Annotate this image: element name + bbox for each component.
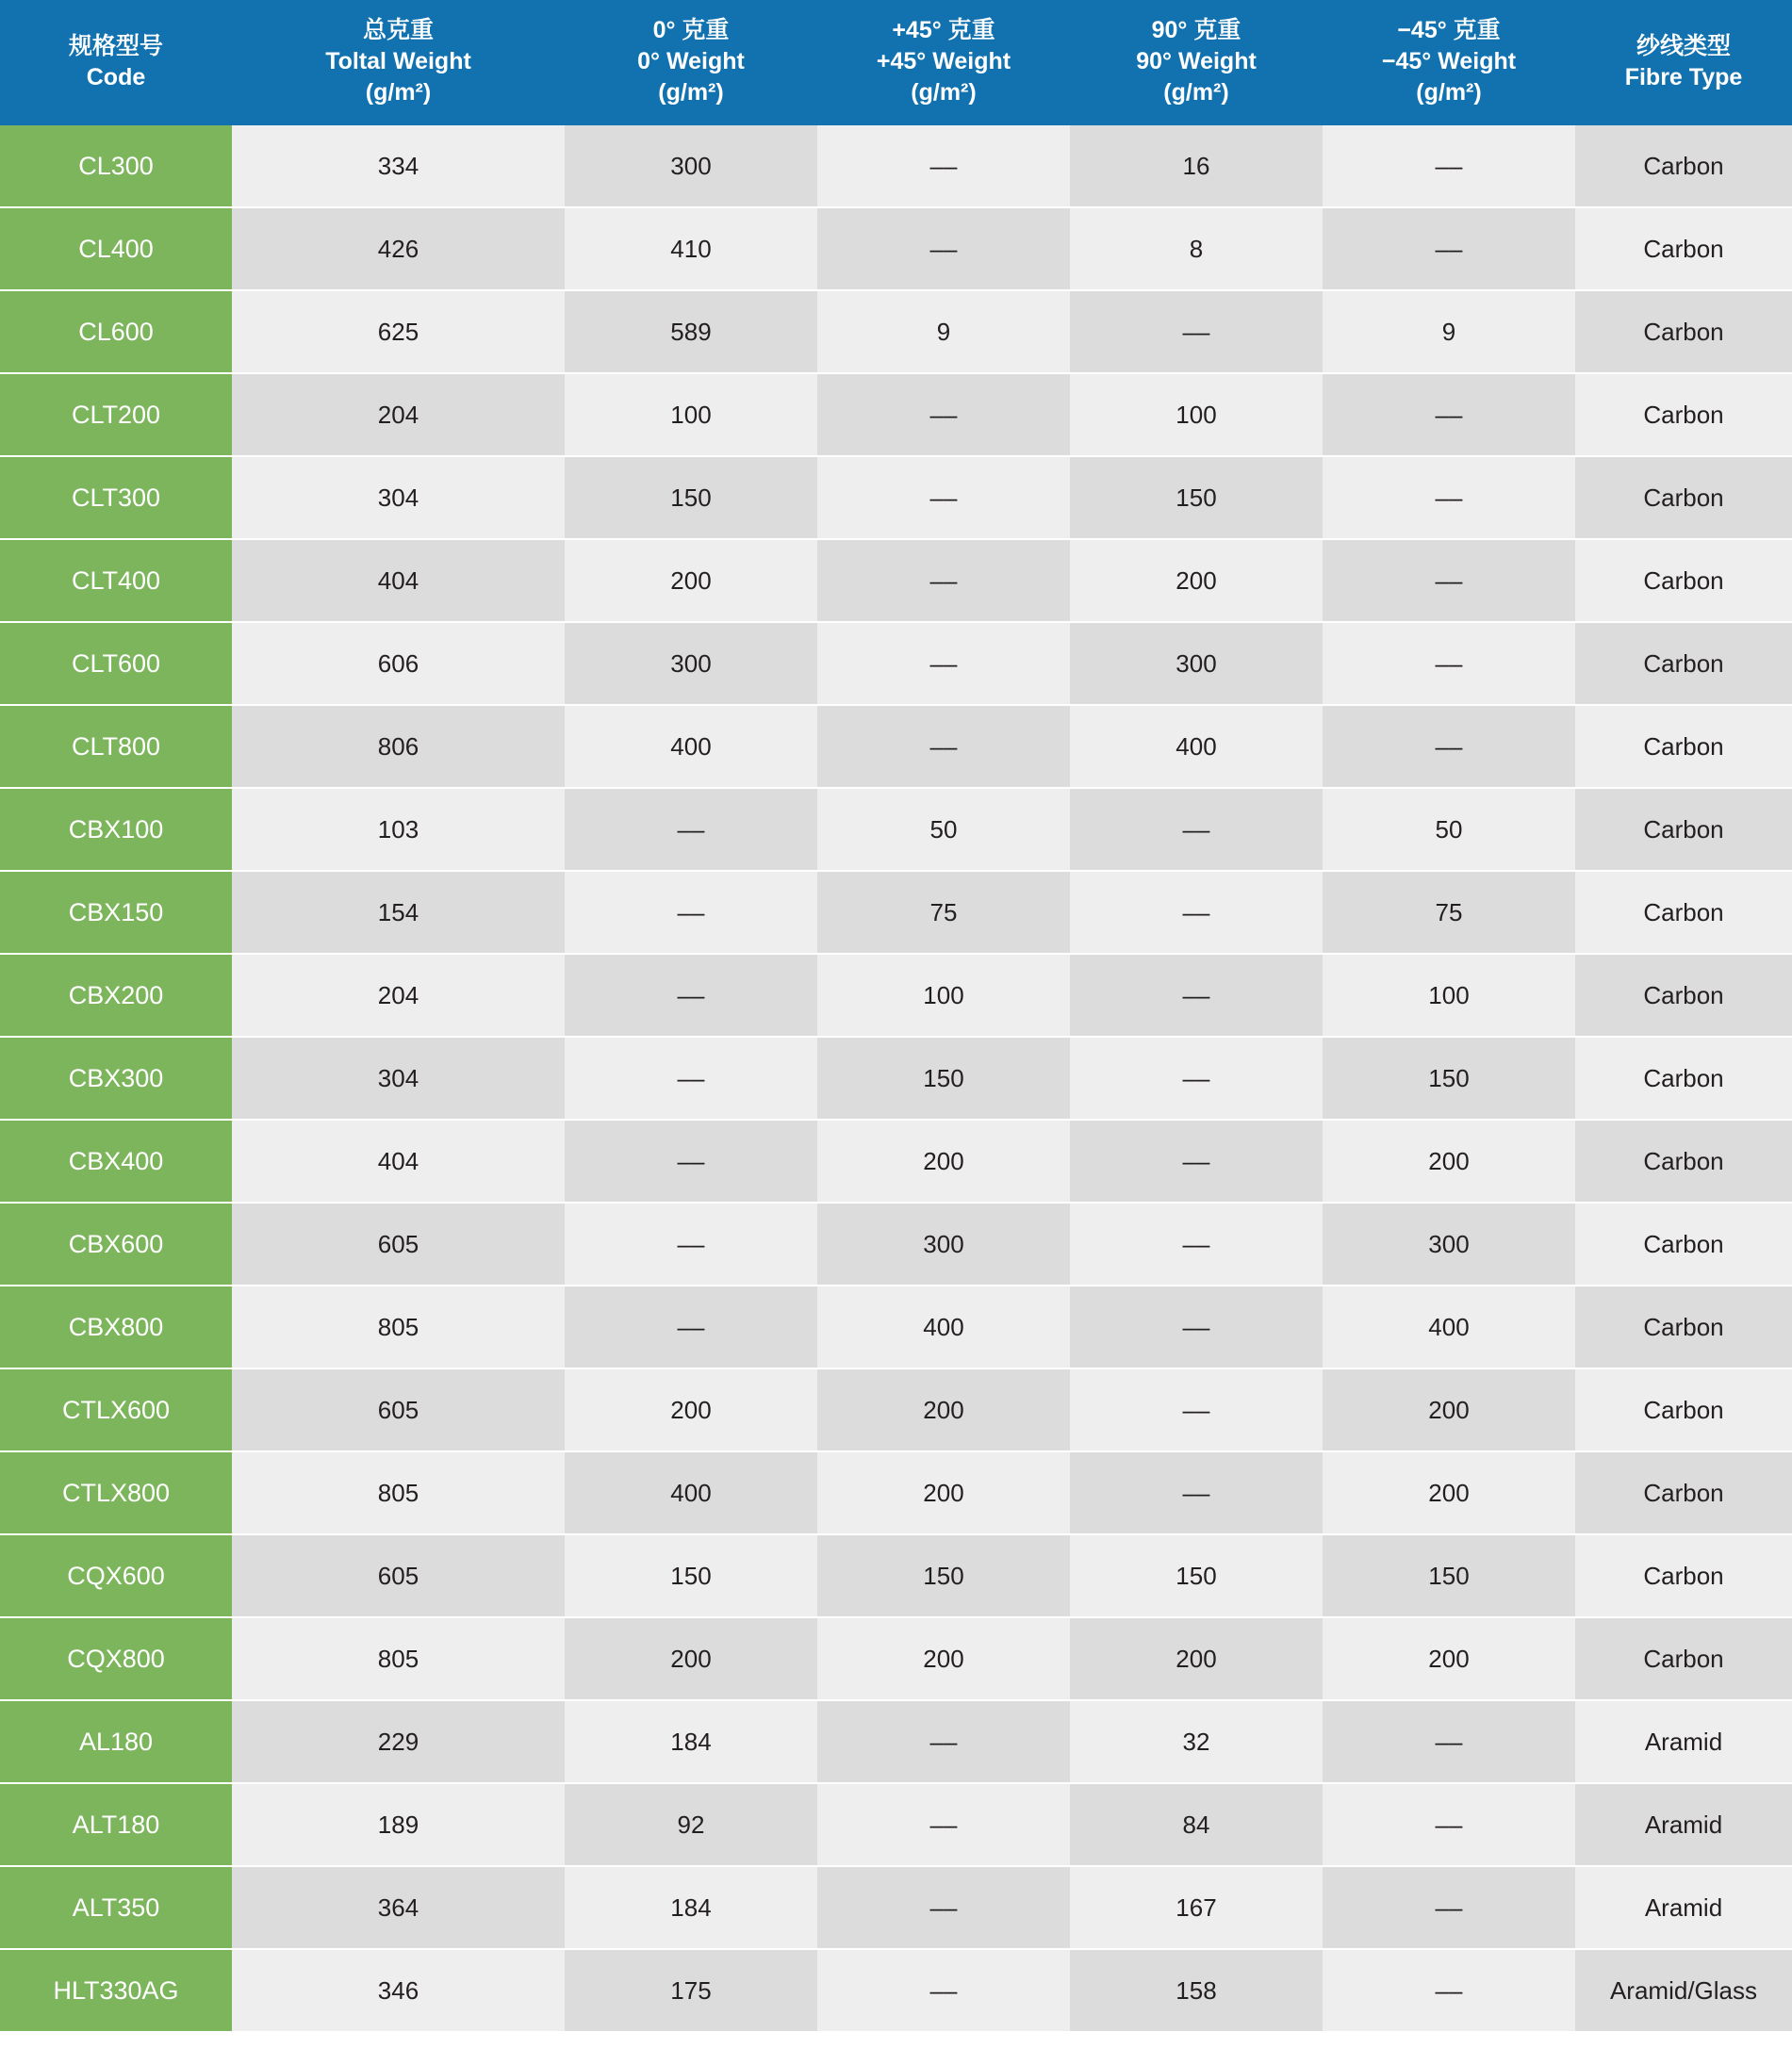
cell-90deg-weight: –– — [1070, 1203, 1323, 1286]
cell-code: CLT600 — [0, 622, 232, 705]
cell-90deg-weight: –– — [1070, 1451, 1323, 1534]
cell-0deg-weight: –– — [565, 1120, 817, 1203]
cell-total-weight: 805 — [232, 1617, 565, 1700]
cell-0deg-weight: –– — [565, 788, 817, 871]
cell-code: CQX600 — [0, 1534, 232, 1617]
cell-0deg-weight: –– — [565, 1286, 817, 1368]
column-header-fibre-type — [1575, 0, 1792, 125]
cell-minus45deg-weight: 200 — [1323, 1368, 1575, 1451]
column-header-code-en: Code — [86, 63, 146, 90]
cell-90deg-weight: –– — [1070, 290, 1323, 373]
cell-0deg-weight: 200 — [565, 1617, 817, 1700]
column-header-0deg-weight-cn: 0° 克重 — [652, 17, 730, 43]
cell-plus45deg-weight: –– — [817, 539, 1070, 622]
cell-total-weight: 426 — [232, 207, 565, 290]
cell-code: ALT180 — [0, 1783, 232, 1866]
column-header-0deg-weight-unit: (g/m²) — [658, 79, 724, 106]
cell-plus45deg-weight: 75 — [817, 871, 1070, 954]
cell-minus45deg-weight: 200 — [1323, 1617, 1575, 1700]
cell-fibre-type: Carbon — [1575, 373, 1792, 456]
cell-plus45deg-weight: 200 — [817, 1368, 1070, 1451]
cell-plus45deg-weight: 150 — [817, 1037, 1070, 1120]
cell-total-weight: 103 — [232, 788, 565, 871]
cell-fibre-type: Carbon — [1575, 705, 1792, 788]
cell-plus45deg-weight: 400 — [817, 1286, 1070, 1368]
cell-total-weight: 605 — [232, 1368, 565, 1451]
cell-code: CBX300 — [0, 1037, 232, 1120]
cell-code: CLT300 — [0, 456, 232, 539]
column-header-total-weight-cn: 总克重 — [362, 17, 434, 43]
cell-90deg-weight: 150 — [1070, 1534, 1323, 1617]
table-row — [0, 1866, 1792, 1949]
cell-total-weight: 404 — [232, 539, 565, 622]
cell-90deg-weight: –– — [1070, 1368, 1323, 1451]
cell-plus45deg-weight: 200 — [817, 1120, 1070, 1203]
cell-plus45deg-weight: –– — [817, 125, 1070, 207]
cell-plus45deg-weight: –– — [817, 1783, 1070, 1866]
cell-90deg-weight: 84 — [1070, 1783, 1323, 1866]
cell-plus45deg-weight: –– — [817, 373, 1070, 456]
cell-total-weight: 364 — [232, 1866, 565, 1949]
cell-minus45deg-weight: 50 — [1323, 788, 1575, 871]
cell-fibre-type: Carbon — [1575, 456, 1792, 539]
table-row — [0, 705, 1792, 788]
table-row — [0, 1037, 1792, 1120]
table-header-row — [0, 0, 1792, 125]
table-row — [0, 622, 1792, 705]
table-row — [0, 1286, 1792, 1368]
cell-plus45deg-weight: –– — [817, 1866, 1070, 1949]
cell-code: ALT350 — [0, 1866, 232, 1949]
cell-90deg-weight: –– — [1070, 1037, 1323, 1120]
cell-minus45deg-weight: –– — [1323, 1783, 1575, 1866]
cell-total-weight: 404 — [232, 1120, 565, 1203]
cell-code: CL400 — [0, 207, 232, 290]
cell-code: CBX600 — [0, 1203, 232, 1286]
cell-code: CQX800 — [0, 1617, 232, 1700]
cell-code: CL300 — [0, 125, 232, 207]
column-header-90deg-weight-en: 90° Weight — [1136, 48, 1257, 74]
cell-plus45deg-weight: –– — [817, 622, 1070, 705]
cell-plus45deg-weight: –– — [817, 207, 1070, 290]
table-row — [0, 1368, 1792, 1451]
table-row — [0, 1783, 1792, 1866]
cell-code: CTLX800 — [0, 1451, 232, 1534]
column-header-total-weight-en: Toltal Weight — [325, 48, 471, 74]
cell-0deg-weight: 184 — [565, 1866, 817, 1949]
cell-fibre-type: Carbon — [1575, 1037, 1792, 1120]
column-header-minus45deg-weight-cn: −45° 克重 — [1397, 17, 1501, 43]
table-header — [0, 0, 1792, 125]
cell-plus45deg-weight: –– — [817, 456, 1070, 539]
cell-minus45deg-weight: 200 — [1323, 1451, 1575, 1534]
cell-90deg-weight: 167 — [1070, 1866, 1323, 1949]
cell-minus45deg-weight: –– — [1323, 539, 1575, 622]
cell-total-weight: 334 — [232, 125, 565, 207]
cell-minus45deg-weight: 75 — [1323, 871, 1575, 954]
cell-90deg-weight: 100 — [1070, 373, 1323, 456]
cell-fibre-type: Carbon — [1575, 1286, 1792, 1368]
cell-90deg-weight: –– — [1070, 1120, 1323, 1203]
cell-total-weight: 805 — [232, 1286, 565, 1368]
cell-0deg-weight: 92 — [565, 1783, 817, 1866]
cell-90deg-weight: 200 — [1070, 539, 1323, 622]
cell-code: CBX400 — [0, 1120, 232, 1203]
table-row — [0, 788, 1792, 871]
table-row — [0, 954, 1792, 1037]
cell-total-weight: 806 — [232, 705, 565, 788]
column-header-90deg-weight — [1070, 0, 1323, 125]
table-row — [0, 1203, 1792, 1286]
cell-fibre-type: Carbon — [1575, 125, 1792, 207]
cell-90deg-weight: 200 — [1070, 1617, 1323, 1700]
cell-total-weight: 229 — [232, 1700, 565, 1783]
column-header-code — [0, 0, 232, 125]
cell-plus45deg-weight: 200 — [817, 1617, 1070, 1700]
cell-minus45deg-weight: –– — [1323, 1700, 1575, 1783]
cell-90deg-weight: 300 — [1070, 622, 1323, 705]
cell-total-weight: 189 — [232, 1783, 565, 1866]
cell-0deg-weight: 200 — [565, 539, 817, 622]
cell-minus45deg-weight: 400 — [1323, 1286, 1575, 1368]
column-header-minus45deg-weight-en: −45° Weight — [1381, 48, 1517, 74]
cell-plus45deg-weight: 100 — [817, 954, 1070, 1037]
cell-90deg-weight: –– — [1070, 788, 1323, 871]
cell-plus45deg-weight: 9 — [817, 290, 1070, 373]
cell-total-weight: 605 — [232, 1534, 565, 1617]
table-row — [0, 1534, 1792, 1617]
cell-minus45deg-weight: –– — [1323, 125, 1575, 207]
column-header-plus45deg-weight-cn: +45° 克重 — [892, 17, 995, 43]
cell-total-weight: 204 — [232, 954, 565, 1037]
cell-minus45deg-weight: –– — [1323, 207, 1575, 290]
cell-0deg-weight: 400 — [565, 1451, 817, 1534]
cell-plus45deg-weight: 200 — [817, 1451, 1070, 1534]
column-header-total-weight-unit: (g/m²) — [365, 79, 432, 106]
column-header-minus45deg-weight — [1323, 0, 1575, 125]
cell-90deg-weight: 400 — [1070, 705, 1323, 788]
table-row — [0, 290, 1792, 373]
column-header-minus45deg-weight-unit: (g/m²) — [1416, 79, 1482, 106]
cell-fibre-type: Carbon — [1575, 1368, 1792, 1451]
cell-fibre-type: Carbon — [1575, 1120, 1792, 1203]
cell-code: CTLX600 — [0, 1368, 232, 1451]
cell-fibre-type: Aramid/Glass — [1575, 1949, 1792, 2032]
cell-90deg-weight: 150 — [1070, 456, 1323, 539]
column-header-total-weight — [232, 0, 565, 125]
table-row — [0, 871, 1792, 954]
cell-0deg-weight: 200 — [565, 1368, 817, 1451]
column-header-plus45deg-weight-unit: (g/m²) — [911, 79, 977, 106]
cell-fibre-type: Carbon — [1575, 1203, 1792, 1286]
cell-total-weight: 805 — [232, 1451, 565, 1534]
cell-90deg-weight: –– — [1070, 871, 1323, 954]
cell-code: CL600 — [0, 290, 232, 373]
cell-0deg-weight: –– — [565, 954, 817, 1037]
cell-0deg-weight: 150 — [565, 1534, 817, 1617]
cell-code: CBX200 — [0, 954, 232, 1037]
cell-0deg-weight: 100 — [565, 373, 817, 456]
cell-fibre-type: Aramid — [1575, 1866, 1792, 1949]
cell-minus45deg-weight: –– — [1323, 1866, 1575, 1949]
cell-code: AL180 — [0, 1700, 232, 1783]
cell-fibre-type: Carbon — [1575, 207, 1792, 290]
cell-90deg-weight: –– — [1070, 954, 1323, 1037]
table-row — [0, 207, 1792, 290]
cell-fibre-type: Aramid — [1575, 1783, 1792, 1866]
cell-minus45deg-weight: 200 — [1323, 1120, 1575, 1203]
column-header-90deg-weight-unit: (g/m²) — [1163, 79, 1229, 106]
cell-total-weight: 304 — [232, 456, 565, 539]
cell-plus45deg-weight: 300 — [817, 1203, 1070, 1286]
cell-0deg-weight: 150 — [565, 456, 817, 539]
column-header-plus45deg-weight-en: +45° Weight — [876, 48, 1011, 74]
cell-0deg-weight: –– — [565, 871, 817, 954]
column-header-0deg-weight — [565, 0, 817, 125]
cell-code: CBX100 — [0, 788, 232, 871]
cell-0deg-weight: 300 — [565, 622, 817, 705]
cell-fibre-type: Carbon — [1575, 788, 1792, 871]
table-row — [0, 373, 1792, 456]
column-header-code-cn: 规格型号 — [68, 32, 163, 59]
table-row — [0, 539, 1792, 622]
cell-minus45deg-weight: –– — [1323, 373, 1575, 456]
cell-90deg-weight: –– — [1070, 1286, 1323, 1368]
cell-fibre-type: Carbon — [1575, 539, 1792, 622]
cell-fibre-type: Carbon — [1575, 871, 1792, 954]
cell-0deg-weight: 175 — [565, 1949, 817, 2032]
cell-fibre-type: Aramid — [1575, 1700, 1792, 1783]
cell-fibre-type: Carbon — [1575, 290, 1792, 373]
cell-code: CLT200 — [0, 373, 232, 456]
cell-fibre-type: Carbon — [1575, 954, 1792, 1037]
cell-plus45deg-weight: –– — [817, 705, 1070, 788]
cell-0deg-weight: –– — [565, 1037, 817, 1120]
cell-plus45deg-weight: –– — [817, 1949, 1070, 2032]
cell-code: HLT330AG — [0, 1949, 232, 2032]
table-row — [0, 125, 1792, 207]
cell-plus45deg-weight: –– — [817, 1700, 1070, 1783]
cell-minus45deg-weight: –– — [1323, 622, 1575, 705]
cell-0deg-weight: 184 — [565, 1700, 817, 1783]
table-row — [0, 456, 1792, 539]
cell-0deg-weight: –– — [565, 1203, 817, 1286]
cell-total-weight: 204 — [232, 373, 565, 456]
cell-90deg-weight: 16 — [1070, 125, 1323, 207]
cell-0deg-weight: 300 — [565, 125, 817, 207]
cell-total-weight: 346 — [232, 1949, 565, 2032]
cell-fibre-type: Carbon — [1575, 622, 1792, 705]
cell-total-weight: 625 — [232, 290, 565, 373]
cell-minus45deg-weight: 150 — [1323, 1037, 1575, 1120]
table-row — [0, 1617, 1792, 1700]
column-header-fibre-type-cn: 纱线类型 — [1636, 32, 1731, 59]
cell-code: CBX150 — [0, 871, 232, 954]
cell-total-weight: 606 — [232, 622, 565, 705]
cell-minus45deg-weight: –– — [1323, 705, 1575, 788]
cell-minus45deg-weight: 100 — [1323, 954, 1575, 1037]
cell-code: CLT800 — [0, 705, 232, 788]
cell-minus45deg-weight: –– — [1323, 456, 1575, 539]
cell-0deg-weight: 589 — [565, 290, 817, 373]
cell-code: CLT400 — [0, 539, 232, 622]
cell-plus45deg-weight: 50 — [817, 788, 1070, 871]
cell-code: CBX800 — [0, 1286, 232, 1368]
column-header-plus45deg-weight — [817, 0, 1070, 125]
cell-90deg-weight: 32 — [1070, 1700, 1323, 1783]
column-header-0deg-weight-en: 0° Weight — [637, 48, 745, 74]
cell-minus45deg-weight: 300 — [1323, 1203, 1575, 1286]
cell-minus45deg-weight: 9 — [1323, 290, 1575, 373]
table-body — [0, 125, 1792, 2032]
table-row — [0, 1120, 1792, 1203]
cell-0deg-weight: 410 — [565, 207, 817, 290]
cell-fibre-type: Carbon — [1575, 1451, 1792, 1534]
cell-90deg-weight: 158 — [1070, 1949, 1323, 2032]
cell-total-weight: 304 — [232, 1037, 565, 1120]
table-row — [0, 1700, 1792, 1783]
cell-minus45deg-weight: 150 — [1323, 1534, 1575, 1617]
cell-minus45deg-weight: –– — [1323, 1949, 1575, 2032]
cell-0deg-weight: 400 — [565, 705, 817, 788]
cell-total-weight: 605 — [232, 1203, 565, 1286]
table-row — [0, 1451, 1792, 1534]
cell-fibre-type: Carbon — [1575, 1617, 1792, 1700]
column-header-90deg-weight-cn: 90° 克重 — [1151, 17, 1241, 43]
table-row — [0, 1949, 1792, 2032]
cell-total-weight: 154 — [232, 871, 565, 954]
cell-fibre-type: Carbon — [1575, 1534, 1792, 1617]
cell-90deg-weight: 8 — [1070, 207, 1323, 290]
column-header-fibre-type-en: Fibre Type — [1624, 63, 1743, 90]
cell-plus45deg-weight: 150 — [817, 1534, 1070, 1617]
